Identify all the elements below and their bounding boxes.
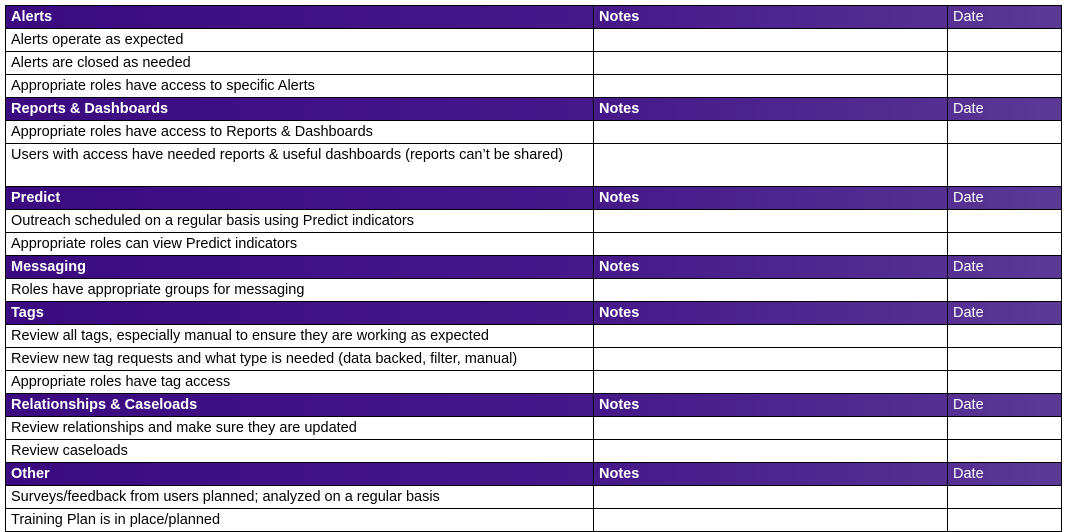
section-header-row — [6, 463, 1062, 486]
checklist-row — [6, 233, 1062, 256]
checklist-item-text: Surveys/feedback from users planned; analyzed on a regular basis — [6, 486, 594, 509]
date-cell[interactable] — [948, 371, 1062, 394]
section-title: Alerts — [6, 6, 594, 29]
section-header-row — [6, 187, 1062, 210]
date-cell[interactable] — [948, 325, 1062, 348]
section-header-row — [6, 256, 1062, 279]
checklist-row — [6, 417, 1062, 440]
checklist-row — [6, 29, 1062, 52]
checklist-row — [6, 144, 1062, 187]
section-title: Reports & Dashboards — [6, 98, 594, 121]
notes-cell[interactable] — [594, 348, 948, 371]
notes-cell[interactable] — [594, 279, 948, 302]
checklist-item-text: Review relationships and make sure they are updated — [6, 417, 594, 440]
date-cell[interactable] — [948, 348, 1062, 371]
checklist-item-text: Roles have appropriate groups for messaging — [6, 279, 594, 302]
section-title: Other — [6, 463, 594, 486]
section-header-row — [6, 6, 1062, 29]
date-cell[interactable] — [948, 75, 1062, 98]
checklist-row — [6, 486, 1062, 509]
notes-column-header: Notes — [594, 463, 948, 486]
checklist-item-text: Alerts are closed as needed — [6, 52, 594, 75]
notes-cell[interactable] — [594, 371, 948, 394]
notes-column-header: Notes — [594, 256, 948, 279]
checklist-item-text: Users with access have needed reports & useful dashboards (reports can’t be shared) — [6, 144, 594, 187]
checklist-item-text: Appropriate roles have access to specific Alerts — [6, 75, 594, 98]
checklist-row — [6, 371, 1062, 394]
notes-cell[interactable] — [594, 233, 948, 256]
date-column-header: Date — [948, 463, 1062, 486]
notes-cell[interactable] — [594, 417, 948, 440]
date-cell[interactable] — [948, 417, 1062, 440]
notes-cell[interactable] — [594, 486, 948, 509]
checklist-row — [6, 440, 1062, 463]
date-cell[interactable] — [948, 121, 1062, 144]
checklist-item-text: Review new tag requests and what type is needed (data backed, filter, manual) — [6, 348, 594, 371]
notes-column-header: Notes — [594, 98, 948, 121]
notes-column-header: Notes — [594, 6, 948, 29]
notes-cell[interactable] — [594, 325, 948, 348]
date-cell[interactable] — [948, 233, 1062, 256]
notes-cell[interactable] — [594, 509, 948, 532]
checklist-item-text: Appropriate roles have access to Reports & Dashboards — [6, 121, 594, 144]
section-title: Relationships & Caseloads — [6, 394, 594, 417]
date-column-header: Date — [948, 187, 1062, 210]
date-column-header: Date — [948, 302, 1062, 325]
date-cell[interactable] — [948, 440, 1062, 463]
checklist-row — [6, 348, 1062, 371]
checklist-item-text: Training Plan is in place/planned — [6, 509, 594, 532]
date-cell[interactable] — [948, 144, 1062, 187]
date-column-header: Date — [948, 256, 1062, 279]
section-title: Messaging — [6, 256, 594, 279]
checklist-item-text: Appropriate roles have tag access — [6, 371, 594, 394]
notes-column-header: Notes — [594, 187, 948, 210]
checklist-row — [6, 509, 1062, 532]
checklist-item-text: Appropriate roles can view Predict indicators — [6, 233, 594, 256]
checklist-item-text: Alerts operate as expected — [6, 29, 594, 52]
section-title: Tags — [6, 302, 594, 325]
notes-cell[interactable] — [594, 144, 948, 187]
section-header-row — [6, 98, 1062, 121]
checklist-item-text: Review all tags, especially manual to ensure they are working as expected — [6, 325, 594, 348]
checklist-row — [6, 52, 1062, 75]
notes-cell[interactable] — [594, 210, 948, 233]
date-cell[interactable] — [948, 210, 1062, 233]
date-cell[interactable] — [948, 52, 1062, 75]
checklist-table — [5, 5, 1062, 532]
date-column-header: Date — [948, 394, 1062, 417]
notes-cell[interactable] — [594, 75, 948, 98]
checklist-item-text: Outreach scheduled on a regular basis using Predict indicators — [6, 210, 594, 233]
date-column-header: Date — [948, 98, 1062, 121]
date-cell[interactable] — [948, 486, 1062, 509]
section-header-row — [6, 394, 1062, 417]
notes-cell[interactable] — [594, 52, 948, 75]
section-title: Predict — [6, 187, 594, 210]
date-cell[interactable] — [948, 279, 1062, 302]
date-cell[interactable] — [948, 509, 1062, 532]
date-column-header: Date — [948, 6, 1062, 29]
date-cell[interactable] — [948, 29, 1062, 52]
checklist-table-body — [6, 6, 1062, 532]
checklist-row — [6, 210, 1062, 233]
checklist-row — [6, 121, 1062, 144]
notes-cell[interactable] — [594, 29, 948, 52]
checklist-row — [6, 75, 1062, 98]
checklist-item-text: Review caseloads — [6, 440, 594, 463]
section-header-row — [6, 302, 1062, 325]
notes-column-header: Notes — [594, 394, 948, 417]
checklist-sheet — [5, 5, 1061, 532]
checklist-row — [6, 279, 1062, 302]
notes-cell[interactable] — [594, 121, 948, 144]
checklist-row — [6, 325, 1062, 348]
notes-column-header: Notes — [594, 302, 948, 325]
notes-cell[interactable] — [594, 440, 948, 463]
